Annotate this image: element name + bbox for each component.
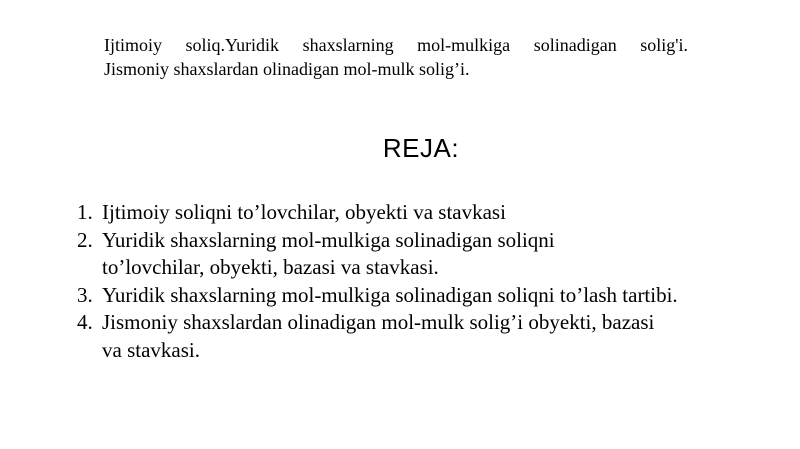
plan-title: REJA: (382, 133, 460, 163)
plan-item-text: Ijtimoiy soliqni to’lovchilar, obyekti va stavkasi (102, 200, 506, 224)
plan-item-2 (74, 227, 714, 282)
header-line-1: Ijtimoiy soliq.Yuridik shaxslarning mol-mulkiga solinadigan solig'i. (104, 35, 688, 55)
plan-item-number: 3. (77, 282, 93, 307)
plan-list (74, 199, 714, 364)
plan-item-4 (74, 309, 714, 364)
plan-item-number: 4. (77, 310, 93, 334)
plan-item-number: 2. (77, 227, 93, 252)
plan-item-1 (74, 199, 714, 227)
header-line-2: Jismoniy shaxslardan olinadigan mol-mulk solig’i. (104, 59, 470, 79)
plan-item-number: 1. (77, 200, 93, 224)
plan-item-text: Yuridik shaxslarning mol-mulkiga solinadigan soliqni to’lash tartibi. (102, 282, 678, 307)
header-text (104, 33, 688, 81)
plan-item-text: Jismoniy shaxslardan olinadigan mol-mulk solig’i obyekti, bazasi va stavkasi. (102, 310, 655, 362)
plan-item-3 (74, 282, 714, 310)
plan-item-text: Yuridik shaxslarning mol-mulkiga solinadigan soliqni to’lovchilar, obyekti, bazasi va stavkasi. (102, 227, 555, 279)
